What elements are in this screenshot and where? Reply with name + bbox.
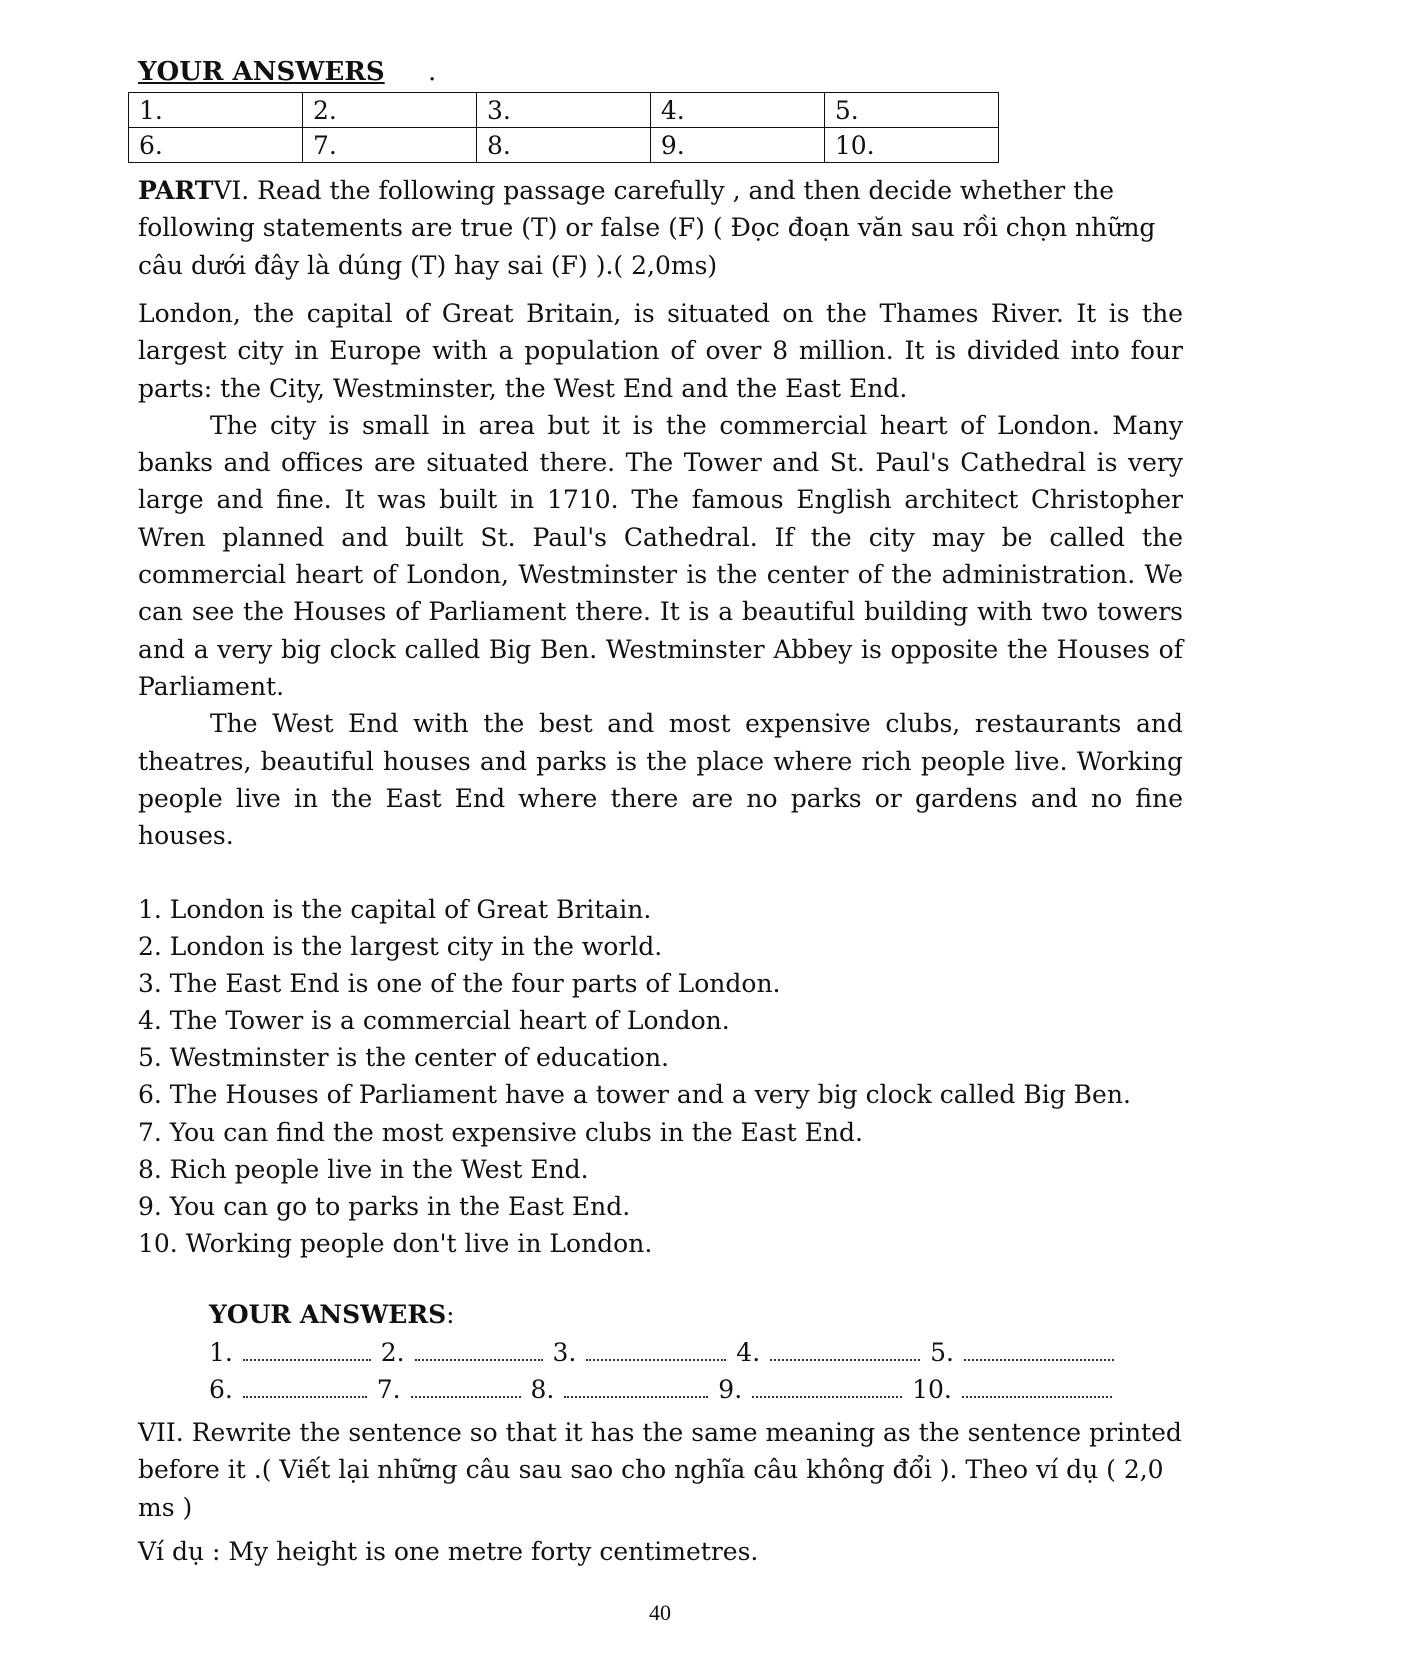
answer-blank-label: 8. (530, 1375, 563, 1404)
statement-item: 4. The Tower is a commercial heart of London. (138, 1006, 730, 1036)
answer-cell[interactable]: 5. (824, 93, 998, 128)
answer-cell[interactable]: 1. (129, 93, 303, 128)
answer-cell[interactable]: 10. (824, 128, 998, 163)
answer-blank[interactable] (962, 1378, 1112, 1398)
answer-blank-label: 5. (930, 1338, 962, 1367)
part7-instruction: VII. Rewrite the sentence so that it has the same meaning as the sentence printed before it .( Viết lại những câu sau sao cho nghĩa câu không đổi ). Theo ví dụ ( 2,0 ms ) (138, 1418, 1182, 1522)
answer-blank-label: 6. (209, 1375, 241, 1404)
part7-example: Ví dụ : My height is one metre forty centimetres. (138, 1537, 759, 1566)
answer-blank-label: 7. (376, 1375, 409, 1404)
bottom-answers-title (209, 1300, 455, 1329)
answer-cell[interactable]: 4. (650, 93, 824, 128)
top-answers-heading: YOUR ANSWERS (138, 57, 385, 87)
statement-item: 9. You can go to parks in the East End. (138, 1191, 631, 1221)
answer-blank-label: 10. (912, 1375, 960, 1404)
answer-grid-row (129, 93, 999, 128)
top-answers-heading-dot: . (428, 57, 437, 87)
answer-blank[interactable] (243, 1378, 367, 1398)
statement-item: 7. You can find the most expensive clubs in the East End. (138, 1117, 863, 1147)
answer-cell[interactable]: 6. (129, 128, 303, 163)
statement-item: 5. Westminster is the center of education. (138, 1043, 669, 1073)
passage-paragraph: London, the capital of Great Britain, is situated on the Thames River. It is the largest city in Europe with a population of over 8 million. It is divided into four parts: the City, Westminster, the West End and the East End. (138, 299, 1183, 403)
answer-blank-label: 1. (209, 1338, 241, 1367)
answer-cell[interactable]: 7. (302, 128, 476, 163)
statement-item: 8. Rich people live in the West End. (138, 1154, 589, 1184)
reading-passage (138, 295, 1183, 854)
answer-blank-label: 9. (718, 1375, 751, 1404)
answer-blank[interactable] (564, 1378, 708, 1398)
part6-instruction (138, 172, 1183, 284)
answer-grid (128, 92, 999, 163)
statement-item: 10. Working people don't live in London. (138, 1228, 653, 1258)
answer-cell[interactable]: 2. (302, 93, 476, 128)
answer-grid-row (129, 128, 999, 163)
answer-cell[interactable]: 9. (650, 128, 824, 163)
answer-blank[interactable] (586, 1341, 726, 1361)
answer-blank[interactable] (770, 1341, 920, 1361)
part6-label: PART (138, 176, 214, 205)
answer-blank-label: 3. (552, 1338, 585, 1367)
answer-cell[interactable]: 8. (476, 128, 650, 163)
answer-blank[interactable] (415, 1341, 543, 1361)
answer-cell[interactable]: 3. (476, 93, 650, 128)
answer-blank[interactable] (243, 1341, 371, 1361)
part6-instruction-text: VI. Read the following passage carefully , and then decide whether the following statements are true (T) or false (F) ( Đọc đoạn văn sau rồi chọn những câu dưới đây là dúng (T) hay sai (F) ).( 2,0ms) (138, 176, 1156, 280)
statement-item: 6. The Houses of Parliament have a tower and a very big clock called Big Ben. (138, 1080, 1131, 1110)
bottom-answers-title-text: YOUR ANSWERS (209, 1300, 447, 1329)
answer-blank-label: 4. (736, 1338, 769, 1367)
answer-blank-label: 2. (380, 1338, 413, 1367)
answer-blank[interactable] (752, 1378, 902, 1398)
statement-item: 3. The East End is one of the four parts of London. (138, 969, 781, 999)
answer-blank[interactable] (964, 1341, 1114, 1361)
page-number: 40 (649, 1600, 671, 1625)
passage-paragraph: The city is small in area but it is the commercial heart of London. Many banks and offices are situated there. The Tower and St. Paul's Cathedral is very large and fine. It was built in 1710. The famous English architect Christopher Wren planned and built St. Paul's Cathedral. If the city may be called the commercial heart of London, Westminster is the center of the administration. We can see the Houses of Parliament there. It is a beautiful building with two towers and a very big clock called Big Ben. Westminster Abbey is opposite the Houses of Parliament. (138, 410, 1183, 701)
statement-item: 1. London is the capital of Great Britain. (138, 895, 652, 924)
statement-list (138, 891, 1131, 1262)
answer-blank[interactable] (411, 1378, 521, 1398)
answer-blank-row (209, 1375, 1114, 1404)
statement-item: 2. London is the largest city in the world. (138, 932, 663, 962)
passage-paragraph: The West End with the best and most expensive clubs, restaurants and theatres, beautiful houses and parks is the place where rich people live. Working people live in the East End where there are no parks or gardens and no fine houses. (138, 709, 1183, 851)
bottom-answers-colon: : (446, 1300, 455, 1329)
answer-blank-row (209, 1338, 1116, 1367)
